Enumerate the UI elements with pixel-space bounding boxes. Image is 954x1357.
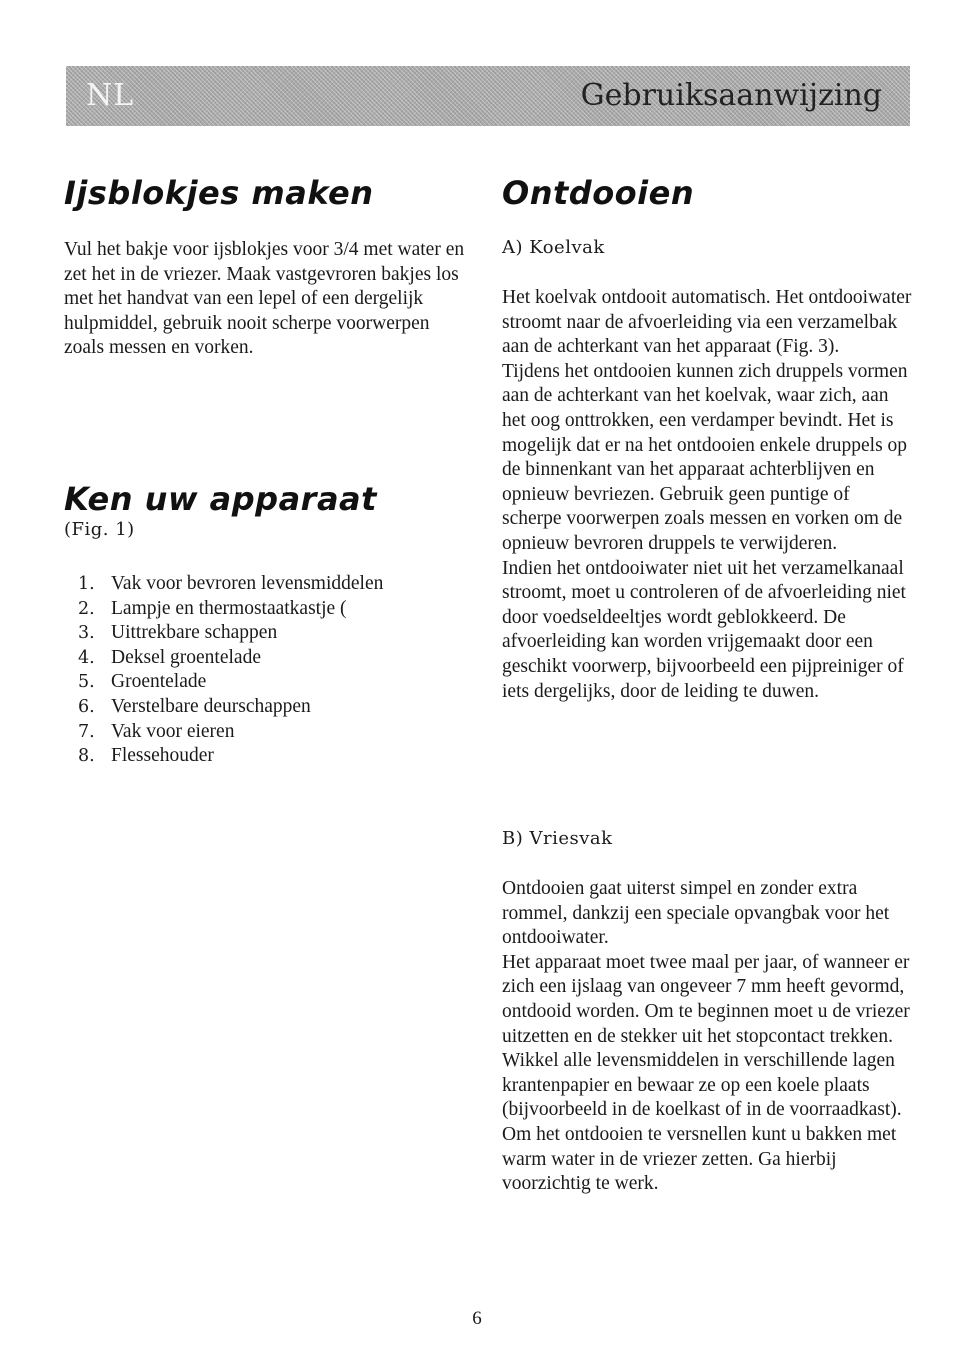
ice-cubes-body: Vul het bakje voor ijsblokjes voor 3/4 met water en zet het in de vriezer. Maak vastgevroren bakjes los met het handvat van een lepel of een dergelijk hulpmiddel, gebruik nooit scherpe voorwerpen zoals messen en vorken. [64,239,465,359]
ice-cubes-heading: Ijsblokjes maken [64,174,374,212]
list-item-number: 3. [78,623,95,644]
list-item [78,646,383,671]
list-item-label: Vak voor eieren [111,720,235,742]
language-code: NL [86,78,135,113]
list-item-label: Groentelade [111,671,207,693]
page-number: 6 [472,1308,482,1329]
figure-reference: (Fig. 1) [64,519,135,540]
list-item-number: 7. [78,721,95,742]
list-item-label: Vak voor bevroren levensmiddelen [111,573,384,594]
fridge-subheading: A) Koelvak [502,237,605,258]
list-item [78,670,383,695]
list-item-number: 2. [78,598,95,619]
list-item-label: Deksel groentelade [111,646,261,668]
parts-list [78,572,383,769]
document-title: Gebruiksaanwijzing [580,78,882,113]
list-item-label: Uittrekbare schappen [111,622,278,644]
appliance-heading: Ken uw apparaat [64,480,377,518]
fridge-body: Het koelvak ontdooit automatisch. Het ontdooiwater stroomt naar de afvoerleiding via een verzamelbak aan de achterkant van het apparaat (Fig. 3). Tijdens het ontdooien kunnen zich druppels vormen aan de achterkant van het koelvak, waar zich, aan het oog onttrokken, een verdamper bevindt. Het is mogelijk dat er na het ontdooien enkele druppels op de binnenkant van het apparaat achterblijven en opnieuw bevriezen. Gebruik geen puntige of scherpe voorwerpen zoals messen en vorken om de opnieuw bevroren druppels te verwijderen. Indien het ontdooiwater niet uit het verzamelkanaal stroomt, moet u controleren of de afvoerleiding niet door voedseldeeltjes wordt geblokkeerd. De afvoerleiding kan worden vrijgemaakt door een geschikt voorwerp, bijvoorbeeld een pijpreiniger of iets dergelijks, door de leiding te duwen. [502,287,912,702]
list-item [78,720,383,745]
list-item [78,744,383,769]
list-item-number: 5. [78,672,95,693]
list-item-number: 1. [78,574,95,594]
list-item-label: Flessehouder [111,745,214,767]
list-item-number: 8. [78,746,95,767]
header-banner [66,66,910,126]
freezer-body: Ontdooien gaat uiterst simpel en zonder extra rommel, dankzij een speciale opvangbak voor het ontdooiwater. Het apparaat moet twee maal per jaar, of wanneer er zich een ijslaag van ongeveer 7 mm heeft gevormd, ontdooid worden. Om te beginnen moet u de vriezer uitzetten en de stekker uit het stopcontact trekken. Wikkel alle levensmiddelen in verschillende lagen krantenpapier en bewaar ze op een koele plaats (bijvoorbeeld in de koelkast of in de voorraadkast). Om het ontdooien te versnellen kunt u bakken met warm water in de vriezer zetten. Ga hierbij voorzichtig te werk. [502,878,910,1195]
list-item-label: Verstelbare deurschappen [111,695,311,717]
list-item-number: 6. [78,696,95,717]
list-item-label: Lampje en thermostaatkastje ( [111,597,347,619]
defrost-heading: Ontdooien [502,174,695,212]
list-item [78,572,383,597]
list-item [78,695,383,720]
list-item-number: 4. [78,647,95,668]
freezer-subheading: B) Vriesvak [502,828,613,849]
list-item [78,621,383,646]
list-item [78,597,383,622]
